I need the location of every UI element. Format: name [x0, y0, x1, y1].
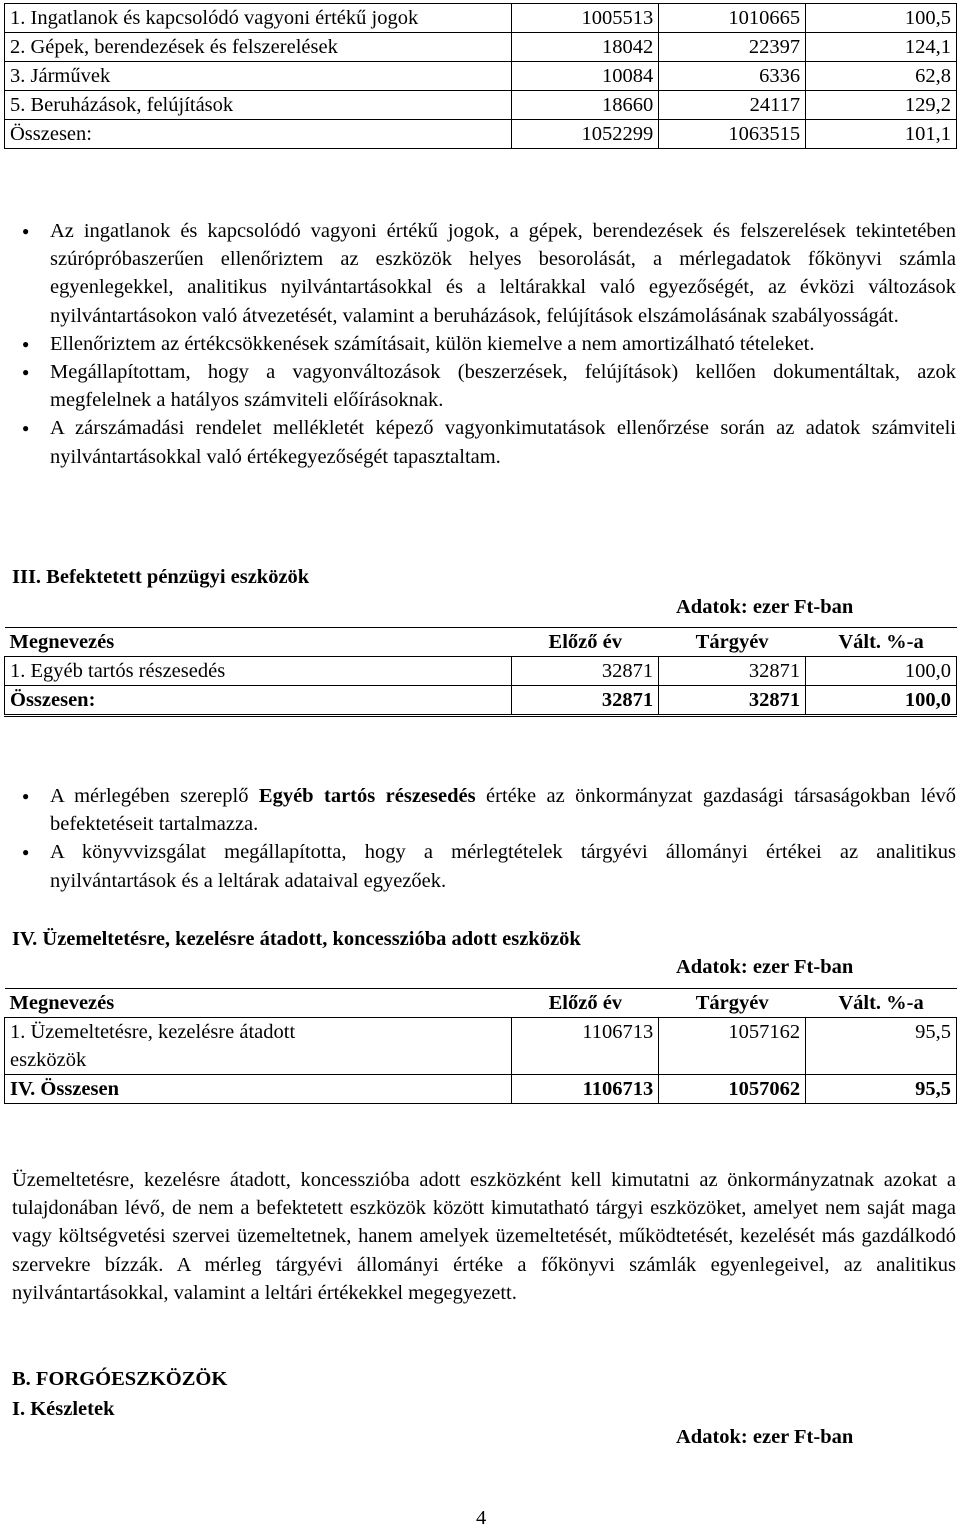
- row-curr: 1010665: [659, 4, 806, 33]
- header-name: Megnevezés: [5, 628, 512, 657]
- table-total-row: [5, 1075, 957, 1104]
- total-name: Összesen:: [5, 686, 512, 716]
- subsection-title: I. Készletek: [12, 1398, 115, 1420]
- table-row: [5, 33, 957, 62]
- row-prev: 10084: [512, 62, 659, 91]
- table-header-row: [5, 989, 957, 1018]
- row-pct: 124,1: [806, 33, 957, 62]
- financial-assets-table: [4, 627, 957, 717]
- list-item: ● A könyvvizsgálat megállapította, hogy a mérlegtételek tárgyévi állományi értékei az analitikus nyilvántartások és a leltárak adataival egyezőek.: [12, 838, 956, 894]
- total-curr: 1057062: [659, 1075, 806, 1104]
- total-pct: 95,5: [806, 1075, 957, 1104]
- table-row: [5, 91, 957, 120]
- table-row: [5, 4, 957, 33]
- section-title: IV. Üzemeltetésre, kezelésre átadott, koncesszióba adott eszközök: [12, 928, 581, 950]
- table-row: [5, 657, 957, 686]
- row-curr: 22397: [659, 33, 806, 62]
- row-name: 3. Járművek: [5, 62, 512, 91]
- table-total-row: [5, 686, 957, 716]
- row-pct: 100,5: [806, 4, 957, 33]
- audit-findings-list: [12, 217, 956, 471]
- row-pct: 100,0: [806, 657, 957, 686]
- row-name: 1. Egyéb tartós részesedés: [5, 657, 512, 686]
- tangible-assets-table: [4, 3, 957, 149]
- header-curr: Tárgyév: [659, 628, 806, 657]
- table-total-row: [5, 120, 957, 149]
- note-bold-text: Egyéb tartós részesedés: [258, 785, 476, 807]
- total-pct: 101,1: [806, 120, 957, 149]
- list-item: ● A zárszámadási rendelet mellékletét képező vagyonkimutatások ellenőrzése során az adatok számviteli nyilvántartásokkal való értékegyezőségét tapasztaltam.: [12, 414, 956, 470]
- total-curr: 1063515: [659, 120, 806, 149]
- row-prev: 18660: [512, 91, 659, 120]
- transferred-assets-table: [4, 988, 957, 1104]
- total-name: IV. Összesen: [5, 1075, 512, 1104]
- total-prev: 32871: [512, 686, 659, 716]
- table-row: [5, 62, 957, 91]
- row-prev: 1005513: [512, 4, 659, 33]
- section-title: B. FORGÓESZKÖZÖK: [12, 1368, 228, 1390]
- list-item: ● Az ingatlanok és kapcsolódó vagyoni értékű jogok, a gépek, berendezések és felszerelések tekintetében szúrópróbaszerűen ellenőriztem az eszközök helyes besorolását, a mérlegadatok főkönyvi számla egyenlegekkel, analitikus nyilvántartásokkal és a leltárakkal való egyezőségét, az évközi változások nyilvántartásokon való átvezetését, valamint a beruházások, felújítások elszámolásának szabályosságát.: [12, 217, 956, 330]
- note-text: értéke az önkormányzat gazdasági társaságokban lévő befektetéseit tartalmazza.: [50, 785, 956, 836]
- row-curr: 1057162: [659, 1018, 806, 1075]
- note-text: A mérlegében szereplő: [50, 785, 259, 807]
- list-item: ● Megállapítottam, hogy a vagyonváltozások (beszerzések, felújítások) kellően dokumentáltak, azok megfelelnek a hatályos számviteli előírásoknak.: [12, 358, 956, 414]
- row-curr: 32871: [659, 657, 806, 686]
- total-prev: 1052299: [512, 120, 659, 149]
- row-name: 2. Gépek, berendezések és felszerelések: [5, 33, 512, 62]
- section4-paragraph: Üzemeltetésre, kezelésre átadott, koncesszióba adott eszközként kell kimutatni az önkormányzatnak azokat a tulajdonában lévő, de nem a befektetett eszközök között kimutatható tárgyi eszközöket, amelyet nem saját maga vagy költségvetési szervei üzemeltetnek, hanem amelyek üzemeltetését, működtetését, kezelését más gazdálkodó szervekre bízzák. A mérleg tárgyévi állományi értéke a főkönyvi számlák egyenlegeivel, az analitikus nyilvántartásokkal, valamint a leltári értékekkel megegyezett.: [12, 1169, 956, 1304]
- row-curr: 24117: [659, 91, 806, 120]
- header-prev: Előző év: [512, 628, 659, 657]
- unit-label: Adatok: ezer Ft-ban: [676, 1426, 854, 1448]
- unit-label: Adatok: ezer Ft-ban: [676, 596, 854, 618]
- header-pct: Vált. %-a: [806, 628, 957, 657]
- table-header-row: [5, 628, 957, 657]
- row-pct: 95,5: [806, 1018, 957, 1075]
- total-pct: 100,0: [806, 686, 957, 716]
- row-curr: 6336: [659, 62, 806, 91]
- page-number: 4: [476, 1507, 487, 1529]
- list-item: ● Ellenőriztem az értékcsökkenések számításait, külön kiemelve a nem amortizálható tételeket.: [12, 330, 956, 358]
- total-name: Összesen:: [5, 120, 512, 149]
- row-pct: 129,2: [806, 91, 957, 120]
- header-prev: Előző év: [512, 989, 659, 1018]
- row-prev: 18042: [512, 33, 659, 62]
- row-pct: 62,8: [806, 62, 957, 91]
- section-title: III. Befektetett pénzügyi eszközök: [12, 566, 310, 588]
- total-curr: 32871: [659, 686, 806, 716]
- header-name: Megnevezés: [5, 989, 512, 1018]
- unit-label: Adatok: ezer Ft-ban: [676, 956, 854, 978]
- header-pct: Vált. %-a: [806, 989, 957, 1018]
- list-item: [12, 782, 956, 838]
- row-name: 1. Üzemeltetésre, kezelésre átadott eszközök: [5, 1018, 512, 1075]
- section3-notes-list: [12, 782, 956, 895]
- header-curr: Tárgyév: [659, 989, 806, 1018]
- row-prev: 32871: [512, 657, 659, 686]
- row-name: 1. Ingatlanok és kapcsolódó vagyoni értékű jogok: [5, 4, 512, 33]
- total-prev: 1106713: [512, 1075, 659, 1104]
- row-name: 5. Beruházások, felújítások: [5, 91, 512, 120]
- row-prev: 1106713: [512, 1018, 659, 1075]
- table-row: [5, 1018, 957, 1075]
